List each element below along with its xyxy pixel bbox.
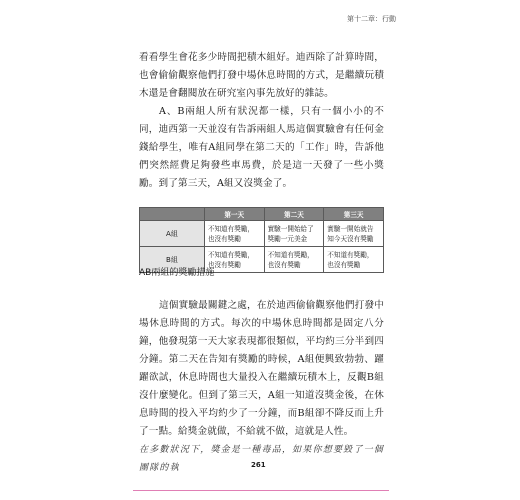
page-number: 261	[251, 461, 266, 469]
row-label-b: B組	[140, 247, 205, 273]
paragraph-1: 看看學生會花多少時間把積木組好。迪西除了計算時間，也會偷偷觀察他們打發中場休息時間的方式，是繼續玩積木還是會翻閱放在研究室內事先放好的雜誌。	[139, 52, 384, 99]
table-cell: 不知道有獎勵，也沒有獎勵	[204, 247, 264, 273]
table-cell: 實驗一開始給了獎勵一元美金	[264, 221, 324, 247]
paragraph-3	[139, 297, 384, 477]
table-cell: 不知道有獎勵，也沒有獎勵	[264, 247, 324, 273]
paragraph-3-text: 這個實驗最關鍵之處，在於迪西偷偷觀察他們打發中場休息時間的方式。每次的中場休息時間都是固定八分鐘，他發現第一天大家表現都很類似，平均約三分半到四分鐘。第二天在告知有獎勵的時候，A組便興致勃勃、躍躍欲試，休息時間也大量投入在繼續玩積木上，反觀B組沒什麼變化。但到了第三天，A組一知道沒獎金後，在休息時間的投入平均約少了一分鐘，而B組卻不降反而上升了一點。給獎金就做，不給就不做，這就是人性。	[139, 300, 384, 437]
table-header-day1: 第一天	[204, 208, 264, 221]
reward-table	[139, 207, 384, 273]
table-header-row	[140, 208, 384, 221]
table-caption: AB兩組的獎勵措施	[139, 268, 215, 278]
table-cell: 實驗一開始就告知今天沒有獎勵	[324, 221, 384, 247]
running-head: 第十二章：行動	[347, 15, 396, 23]
table-header-day2: 第二天	[264, 208, 324, 221]
table-header-empty	[140, 208, 205, 221]
paragraph-3-italic-line: 在多數狀況下，獎金是一種毒品，如果你想要毀了一個團隊的執	[139, 445, 384, 473]
row-label-a: A組	[140, 221, 205, 247]
table-cell: 不知道有獎勵，也沒有獎勵	[324, 247, 384, 273]
paragraph-2: A、B兩組人所有狀況都一樣，只有一個小小的不同，迪西第一天並沒有告訴兩組人馬這個實驗會有任何金錢給學生，唯有A組同學在第二天的「工作」時，告訴他們突然經費足夠發些車馬費，於是這一天發了一些小獎勵。到了第三天，A組又沒獎金了。	[139, 106, 384, 189]
bottom-rule	[133, 490, 389, 491]
table-cell: 不知道有獎勵，也沒有獎勵	[204, 221, 264, 247]
table-header-day3: 第三天	[324, 208, 384, 221]
table-row-group-a	[140, 221, 384, 247]
